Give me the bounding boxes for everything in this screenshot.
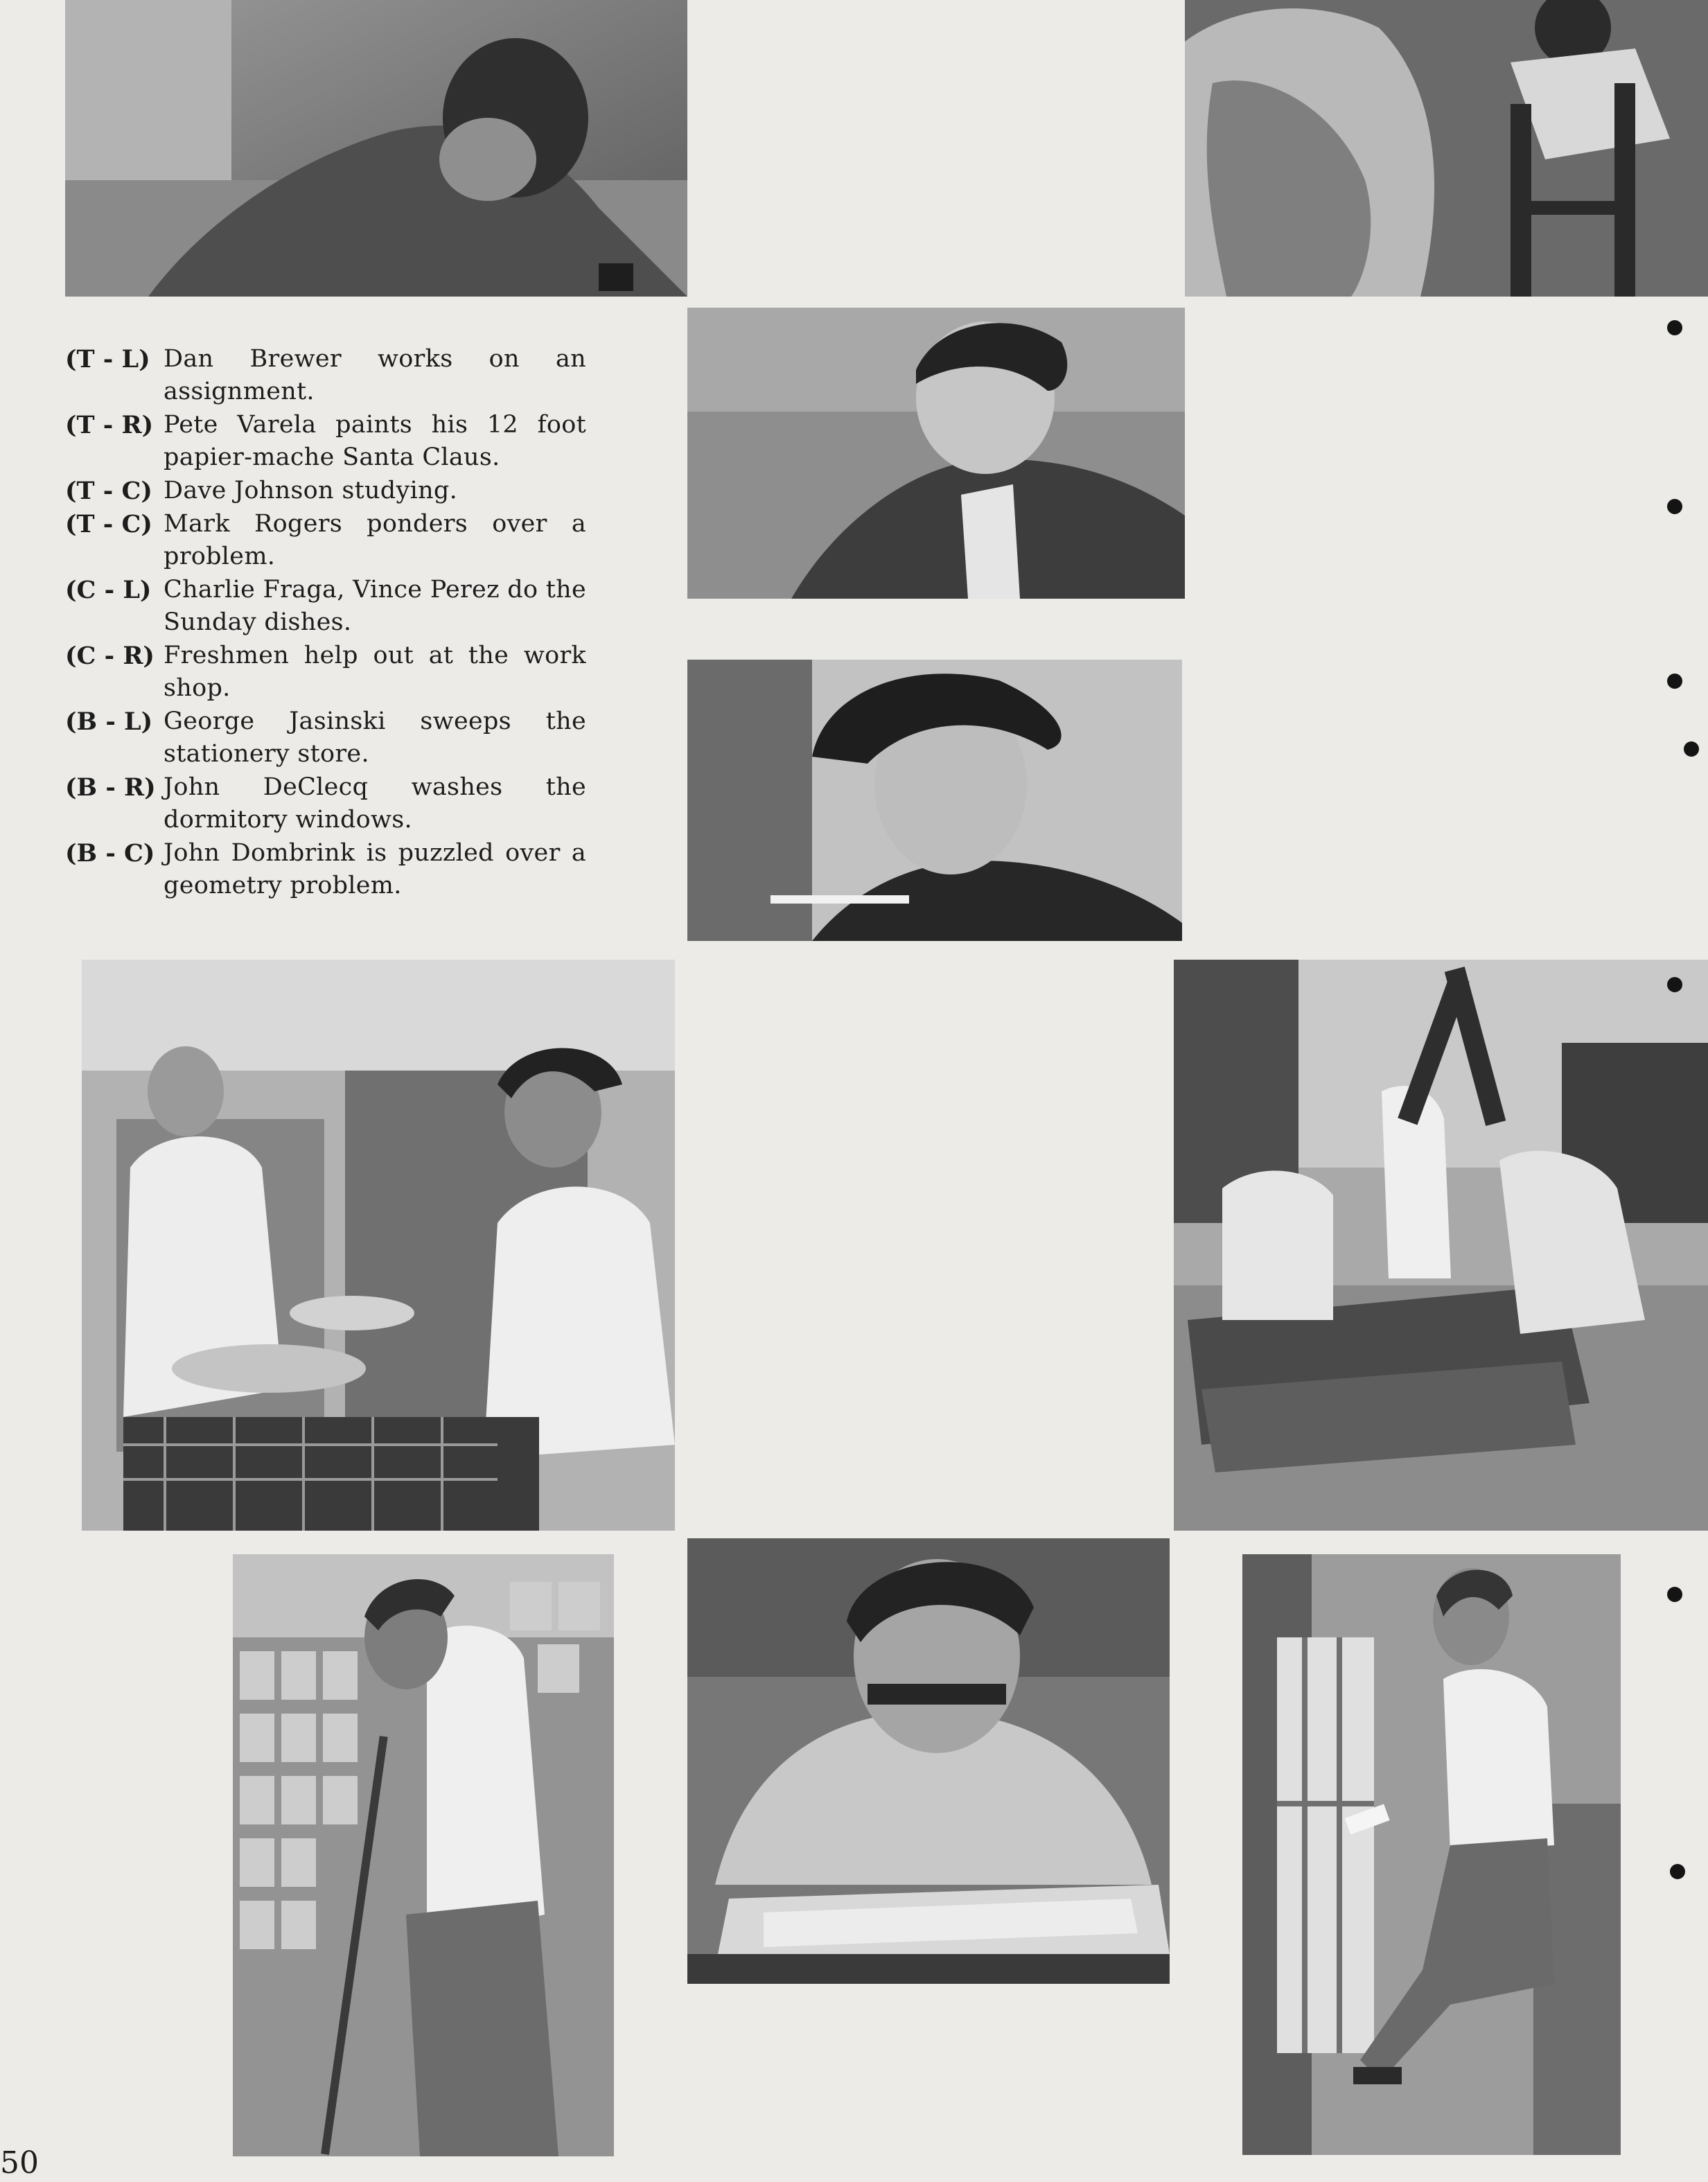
caption-text: Mark Rogers ponders over a problem.	[164, 510, 586, 570]
caption-code: (T - R)	[65, 411, 154, 439]
binder-hole	[1667, 320, 1682, 335]
caption-item	[65, 640, 586, 705]
caption-item	[65, 574, 586, 639]
caption-item	[65, 837, 586, 902]
photo-top-left	[65, 0, 687, 297]
caption-item	[65, 705, 586, 771]
caption-text: Freshmen help out at the work shop.	[164, 642, 586, 702]
photo-top-right	[1185, 0, 1708, 297]
caption-code: (B - L)	[65, 707, 153, 736]
photo-bottom-right	[1242, 1554, 1621, 2155]
photo-center-left	[82, 960, 675, 1531]
photo-bottom-left	[233, 1554, 614, 2156]
binder-hole	[1667, 674, 1682, 689]
caption-code: (C - R)	[65, 642, 155, 670]
binder-hole	[1667, 499, 1682, 514]
caption-item	[65, 409, 586, 474]
caption-text: John DeClecq washes the dormitory windows.	[164, 773, 586, 834]
caption-text: George Jasinski sweeps the stationery store.	[164, 707, 586, 768]
photo-center-right	[1174, 960, 1708, 1531]
caption-list	[65, 343, 586, 903]
binder-hole	[1667, 1587, 1682, 1602]
binder-hole	[1667, 977, 1682, 992]
caption-code: (T - C)	[65, 510, 152, 538]
caption-item	[65, 475, 586, 507]
caption-text: Pete Varela paints his 12 foot papier-mache Santa Claus.	[164, 411, 586, 471]
caption-item	[65, 508, 586, 573]
binder-hole	[1684, 741, 1699, 757]
caption-text: Dan Brewer works on an assignment.	[164, 345, 586, 405]
binder-hole	[1670, 1864, 1685, 1879]
caption-text: Dave Johnson studying.	[164, 477, 458, 504]
caption-text: John Dombrink is puzzled over a geometry problem.	[164, 839, 586, 899]
photo-top-center-2	[687, 660, 1182, 941]
caption-code: (B - C)	[65, 839, 155, 868]
caption-item	[65, 771, 586, 836]
caption-code: (C - L)	[65, 576, 152, 604]
caption-code: (T - L)	[65, 345, 150, 373]
caption-text: Charlie Fraga, Vince Perez do the Sunday dishes.	[164, 576, 586, 636]
caption-item	[65, 343, 586, 408]
caption-code: (B - R)	[65, 773, 156, 802]
page-number: 50	[0, 2145, 39, 2181]
photo-top-center-1	[687, 308, 1185, 599]
caption-code: (T - C)	[65, 477, 152, 505]
photo-bottom-center	[687, 1538, 1170, 1984]
